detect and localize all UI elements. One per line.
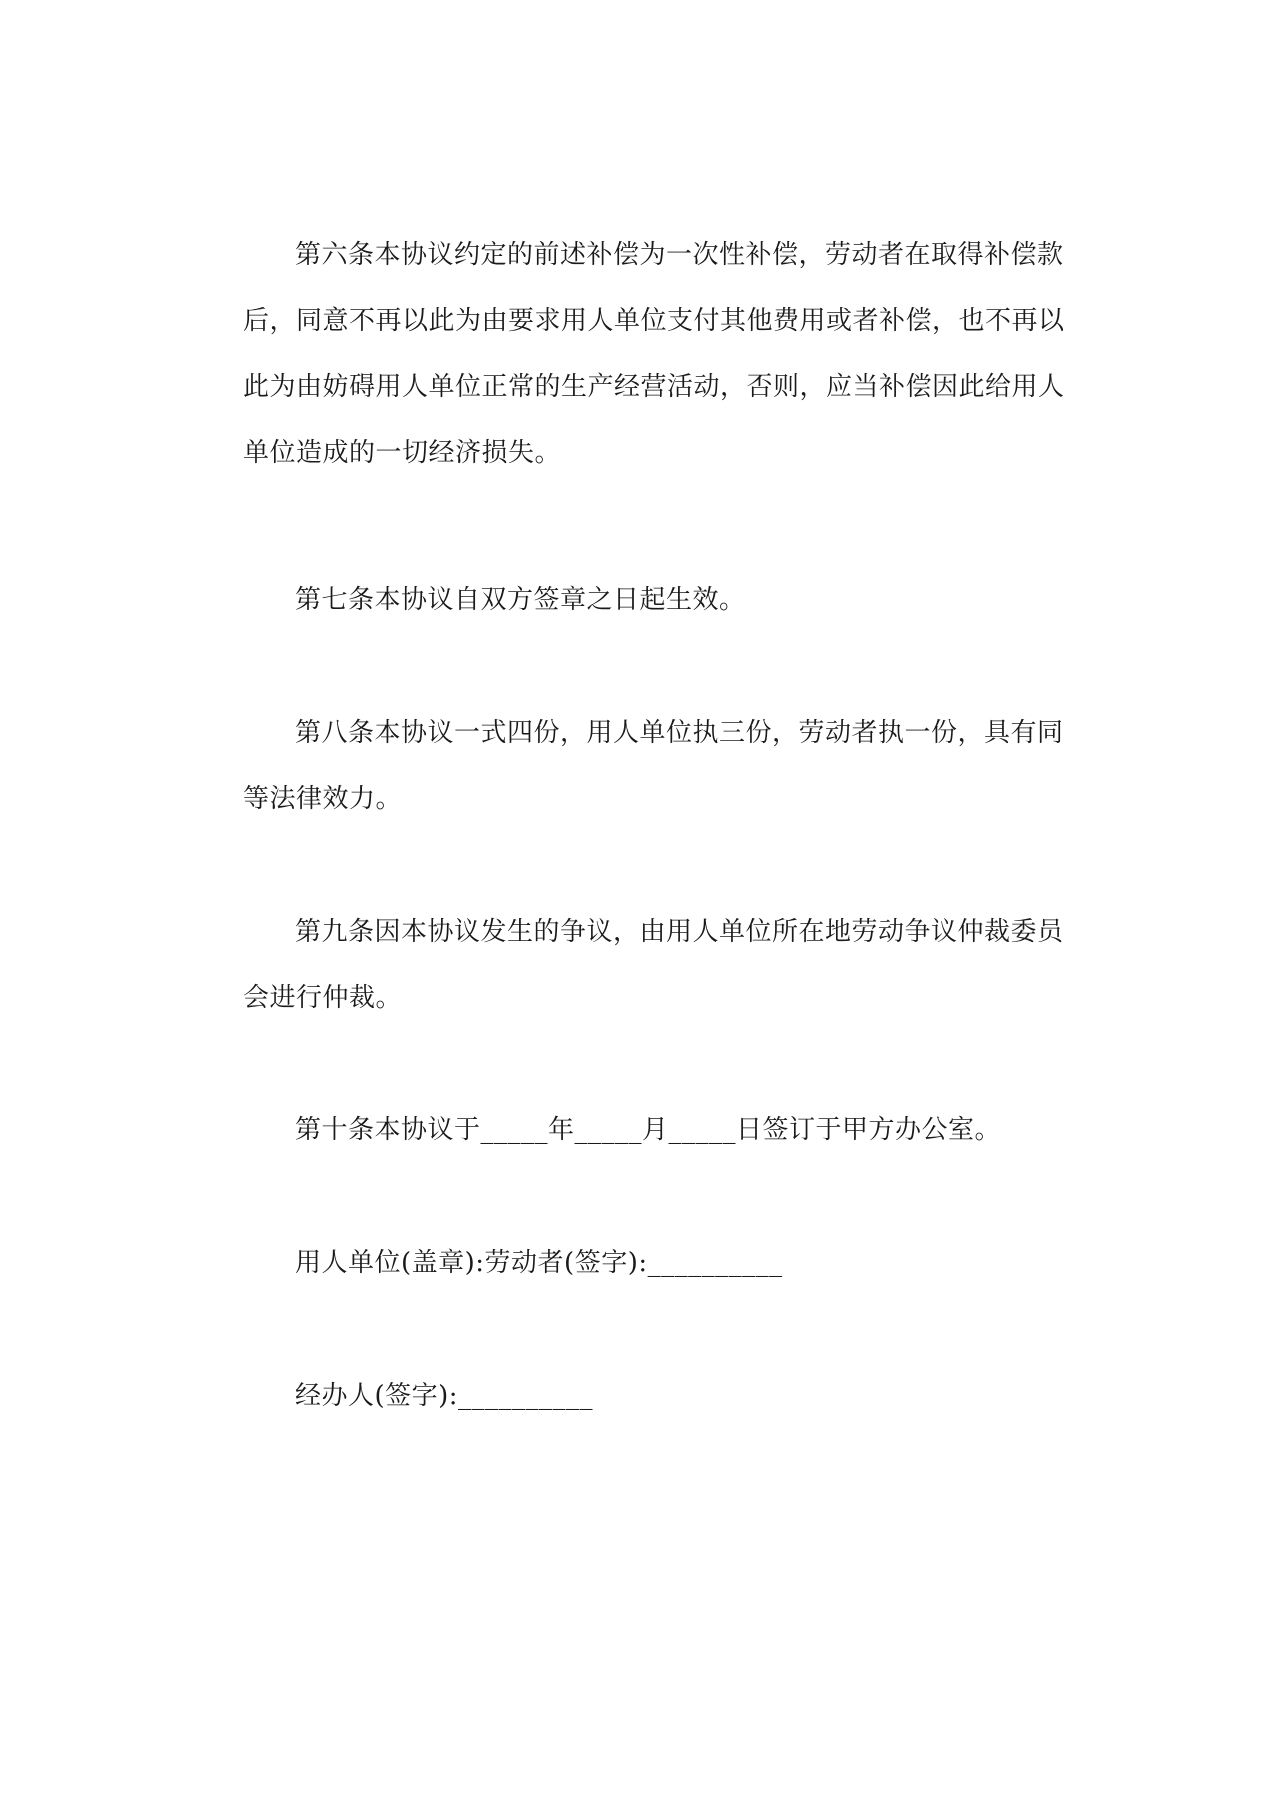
article-6-line-4: 单位造成的一切经济损失。 [243, 438, 562, 468]
article-8-line-2: 等法律效力。 [243, 784, 403, 814]
article-9 [243, 899, 1064, 1031]
article-7 [243, 567, 1043, 633]
signature-handler [243, 1363, 1043, 1429]
signature-handler-line: 经办人(签字):__________ [295, 1381, 594, 1411]
article-9-line-2: 会进行仲裁。 [243, 983, 403, 1013]
article-8-line-1: 第八条本协议一式四份，用人单位执三份，劳动者执一份，具有同 [295, 718, 1064, 748]
article-10 [243, 1097, 1043, 1163]
signature-employer-worker-line: 用人单位(盖章):劳动者(签字):__________ [295, 1248, 783, 1278]
article-6-line-2: 后，同意不再以此为由要求用人单位支付其他费用或者补偿，也不再以 [243, 306, 1065, 336]
signature-employer-worker [243, 1230, 1043, 1296]
article-10-line-1: 第十条本协议于_____年_____月_____日签订于甲方办公室。 [295, 1115, 1002, 1145]
article-6 [243, 222, 1065, 486]
article-6-line-3: 此为由妨碍用人单位正常的生产经营活动，否则，应当补偿因此给用人 [243, 372, 1065, 402]
article-6-line-1: 第六条本协议约定的前述补偿为一次性补偿，劳动者在取得补偿款 [295, 240, 1064, 270]
article-9-line-1: 第九条因本协议发生的争议，由用人单位所在地劳动争议仲裁委员 [295, 917, 1064, 947]
article-7-line-1: 第七条本协议自双方签章之日起生效。 [295, 585, 746, 615]
article-8 [243, 700, 1064, 832]
